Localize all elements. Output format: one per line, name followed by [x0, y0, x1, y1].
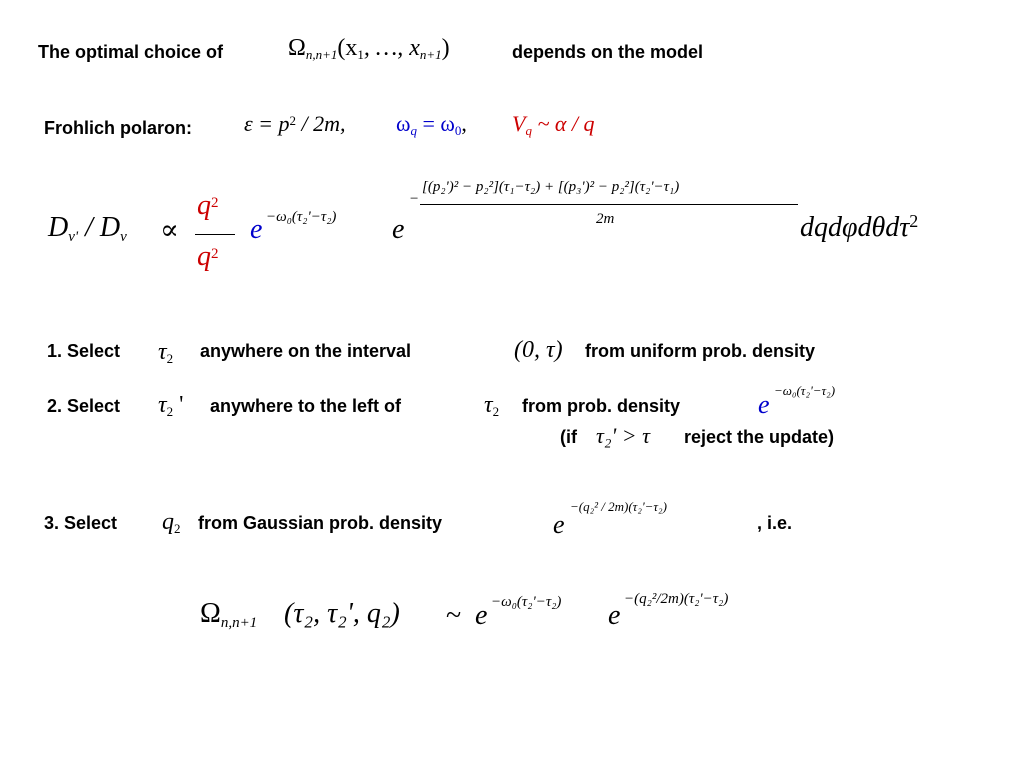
omega-open: (x [337, 35, 358, 61]
step1-variable: $\tau_2$ [158, 339, 174, 366]
q-denominator: $q^2$ [197, 241, 219, 272]
vq-scaling: ~ α / q [531, 111, 595, 136]
omega-ellipsis: , …, x [363, 35, 420, 61]
step2-reference: $\tau_2$ [484, 392, 500, 419]
p-square-exponent: 2 [289, 112, 297, 128]
result-exponent-2: −(q₂²/2m)(τ₂'−τ₂) [624, 591, 729, 607]
step2-condition-math: τ₂' > τ [596, 423, 650, 448]
result-exponential-2: e [608, 600, 621, 631]
heading-omega-expression [288, 36, 450, 60]
d-nu-prime-subscript: ν' [68, 228, 79, 245]
argn-subscript: n+1 [419, 46, 442, 62]
kinetic-exponent-denominator: 2m [596, 211, 615, 227]
omega-comma: , [461, 111, 467, 136]
dispersion-relation [244, 113, 346, 135]
step2-condition-close: reject the update) [684, 427, 835, 447]
omega-q-subscript: q [410, 122, 417, 138]
step3-density-base: e [553, 510, 565, 539]
omega-close: ) [441, 35, 450, 61]
step1-label: 1. Select [47, 341, 121, 361]
omega-subscript: n,n+1 [305, 46, 338, 62]
step3-variable: $q_2$ [162, 509, 181, 536]
step3-density-exponent: −(q₂² / 2m)(τ₂'−τ₂) [570, 499, 667, 514]
step3-end-text: , i.e. [757, 513, 793, 533]
step2-density-exponent: −ω₀(τ₂'−τ₂) [774, 383, 836, 398]
result-exponential-1: e [475, 600, 488, 631]
vq-symbol: V [512, 111, 526, 136]
result-arguments: (τ₂, τ₂', q₂) [284, 598, 400, 629]
kinetic-exponential: e [392, 214, 405, 245]
step2-variable: $\tau_2$ ' [158, 392, 184, 419]
d-nu-slash: / D [78, 212, 121, 243]
step1-middle-text: anywhere on the interval [200, 341, 412, 361]
step3-label: 3. Select [44, 513, 118, 533]
step1-interval: (0, τ) [514, 337, 563, 363]
step2-label: 2. Select [47, 396, 121, 416]
omega-equals: = ω [416, 111, 455, 136]
diagram-ratio [48, 212, 127, 245]
integration-measure: dqdφdθdτ$^2$ [800, 211, 919, 243]
arg1-subscript: 1 [357, 46, 364, 62]
d-nu-prime: D [48, 212, 69, 243]
polaron-label: Frohlich polaron: [44, 118, 192, 138]
q-numerator: $q^2$ [197, 190, 219, 221]
kinetic-exponent-minus: − [409, 191, 420, 207]
step2-density-base: e [758, 390, 770, 419]
result-omega: $\Omega_{n,n+1}$ [200, 598, 258, 631]
vq-subscript: q [525, 122, 532, 138]
coupling-vertex [512, 111, 595, 138]
phonon-exponent: −ω₀(τ₂'−τ₂) [266, 209, 337, 225]
step2-end-text: from prob. density [522, 396, 681, 416]
phonon-exponential: e [250, 214, 263, 245]
heading-suffix: depends on the model [512, 42, 704, 62]
proportional-symbol: ∝ [160, 213, 179, 246]
epsilon-equation: ε = p [244, 111, 290, 136]
step2-condition-open: (if [560, 427, 577, 447]
epsilon-denominator: / 2m, [296, 111, 346, 136]
q-fraction-bar [195, 234, 235, 235]
omega0-subscript: 0 [454, 122, 462, 138]
phonon-frequency [396, 111, 467, 138]
step3-middle-text: from Gaussian prob. density [198, 513, 443, 533]
step1-end-text: from uniform prob. density [585, 341, 816, 361]
result-sim: ~ [446, 600, 462, 631]
kinetic-exponent-numerator: [(p₂')² − p₂²](τ₁−τ₂) + [(p₃')² − p₂²](τ₂'−τ₁) [422, 179, 680, 195]
step2-middle-text: anywhere to the left of [210, 396, 402, 416]
omega-symbol: Ω [288, 35, 306, 61]
heading-prefix: The optimal choice of [38, 42, 224, 62]
result-exponent-1: −ω₀(τ₂'−τ₂) [491, 594, 562, 610]
kinetic-exponent-fraction-bar [420, 204, 798, 205]
omega-q: ω [396, 111, 411, 136]
d-nu-subscript: ν [120, 228, 127, 245]
